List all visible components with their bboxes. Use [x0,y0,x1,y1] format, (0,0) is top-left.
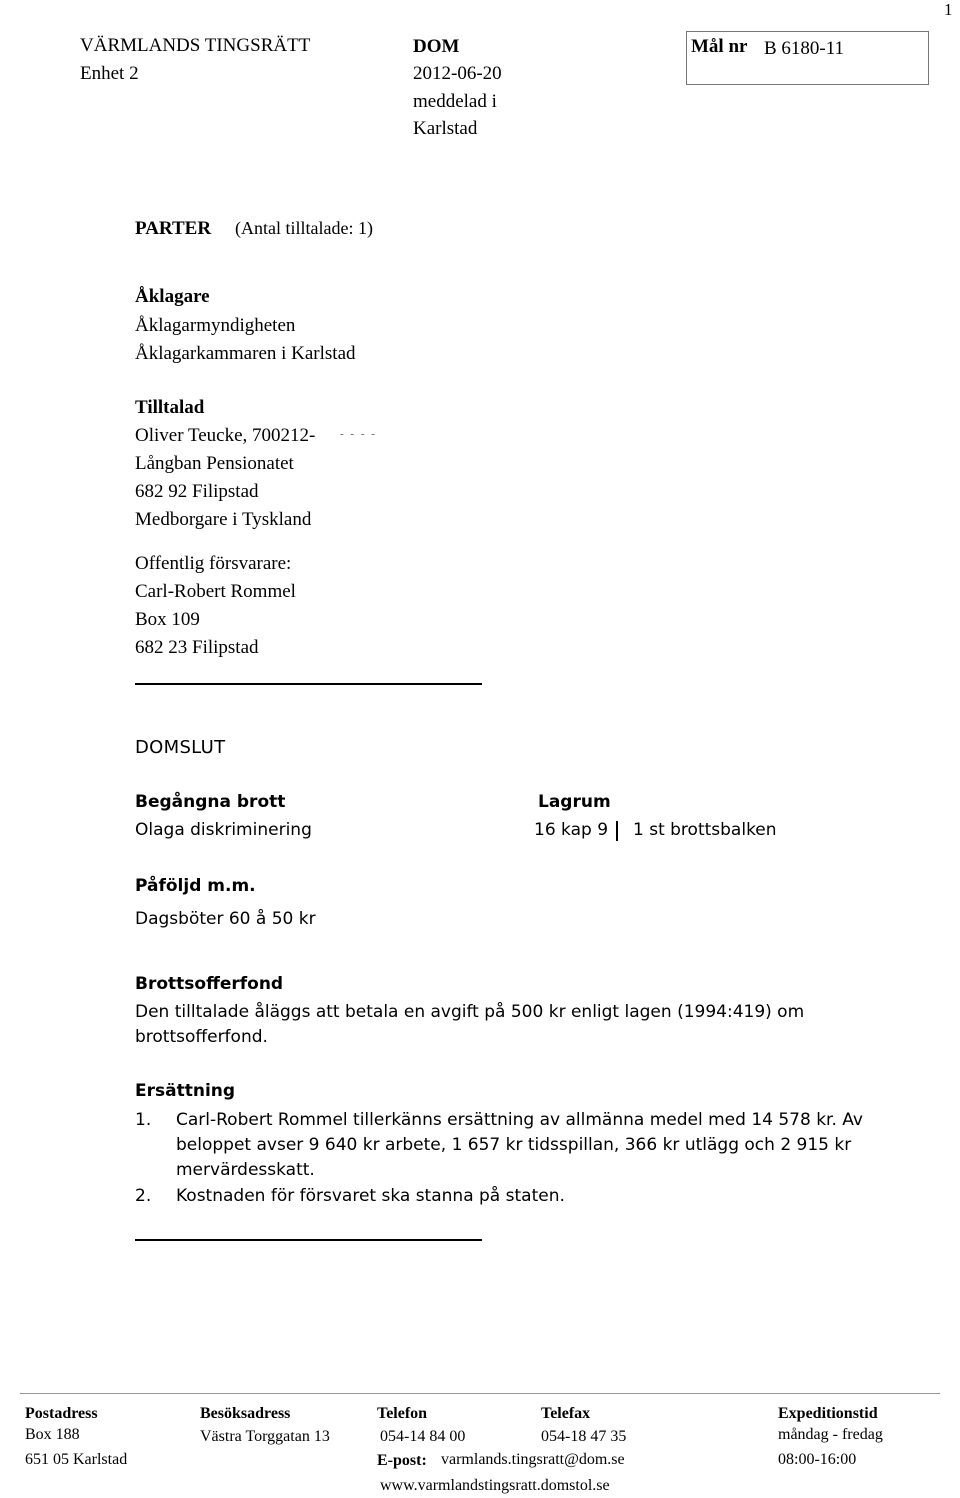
prosecutor-authority: Åklagarmyndigheten [135,315,296,336]
defendant-address-line2: 682 92 Filipstad [135,481,259,502]
sanction-heading: Påföljd m.m. [135,876,256,896]
compensation-item-line: Carl-Robert Rommel tillerkänns ersättning av allmänna medel med 14 578 kr. Av [176,1110,863,1130]
document-date: 2012-06-20 [413,63,502,84]
redacted-id: - - - - [340,428,377,440]
fund-text-line1: Den tilltalade åläggs att betala en avgift på 500 kr enligt lagen (1994:419) om [135,1002,805,1022]
defendant-count-note: (Antal tilltalade: 1) [235,218,373,238]
fund-text-line2: brottsofferfond. [135,1027,268,1047]
defender-city: 682 23 Filipstad [135,637,259,658]
defender-label: Offentlig försvarare: [135,553,292,574]
postal-label: Postadress [25,1405,98,1422]
law-chapter: 16 kap 9 [534,820,609,840]
website-link[interactable]: www.varmlandstingsratt.domstol.se [380,1477,610,1494]
case-number: B 6180-11 [764,38,845,59]
visit-label: Besöksadress [200,1405,291,1422]
section-divider [135,1239,482,1241]
fund-heading: Brottsofferfond [135,974,284,994]
hours-time: 08:00-16:00 [778,1451,857,1468]
page-number: 1 [944,0,953,19]
hours-label: Expeditionstid [778,1405,878,1422]
postal-box: Box 188 [25,1426,80,1443]
defendant-heading: Tilltalad [135,397,205,418]
defendant-name: Oliver Teucke, 700212- [135,425,316,446]
verdict-title: DOMSLUT [135,737,226,758]
crimes-heading: Begångna brott [135,792,286,812]
defender-box: Box 109 [135,609,200,630]
fax-number: 054-18 47 35 [541,1428,627,1445]
parties-title: PARTER [135,218,212,239]
compensation-item-line: Kostnaden för försvaret ska stanna på staten. [176,1186,565,1206]
case-label: Mål nr [691,36,748,57]
compensation-item-number: 2. [135,1186,152,1206]
hours-days: måndag - fredag [778,1426,883,1443]
court-name: VÄRMLANDS TINGSRÄTT [80,35,311,56]
defendant-address-line1: Långban Pensionatet [135,453,294,474]
email-label: E-post: [377,1452,427,1469]
defender-name: Carl-Robert Rommel [135,581,296,602]
compensation-item-line: mervärdesskatt. [176,1160,315,1180]
sanction-text: Dagsböter 60 å 50 kr [135,909,316,929]
visit-address: Västra Torggatan 13 [200,1428,330,1445]
crime-name: Olaga diskriminering [135,820,312,840]
postal-city: 651 05 Karlstad [25,1451,128,1468]
compensation-item-line: beloppet avser 9 640 kr arbete, 1 657 kr tidsspillan, 366 kr utlägg och 2 915 kr [176,1135,852,1155]
section-divider [135,683,482,685]
prosecutor-office: Åklagarkammaren i Karlstad [135,343,356,364]
document-type: DOM [413,36,460,57]
issued-city: Karlstad [413,118,478,139]
email-address[interactable]: varmlands.tingsratt@dom.se [441,1451,625,1468]
phone-number: 054-14 84 00 [380,1428,466,1445]
law-heading: Lagrum [538,792,611,812]
prosecutor-heading: Åklagare [135,286,210,307]
law-section: 1 st brottsbalken [633,820,777,840]
issued-label: meddelad i [413,91,497,112]
phone-label: Telefon [377,1405,428,1422]
compensation-heading: Ersättning [135,1081,236,1101]
compensation-item-number: 1. [135,1110,152,1130]
section-sign-glyph [616,821,618,841]
fax-label: Telefax [541,1405,591,1422]
footer-rule [20,1393,940,1394]
defendant-citizenship: Medborgare i Tyskland [135,509,312,530]
court-unit: Enhet 2 [80,63,139,84]
